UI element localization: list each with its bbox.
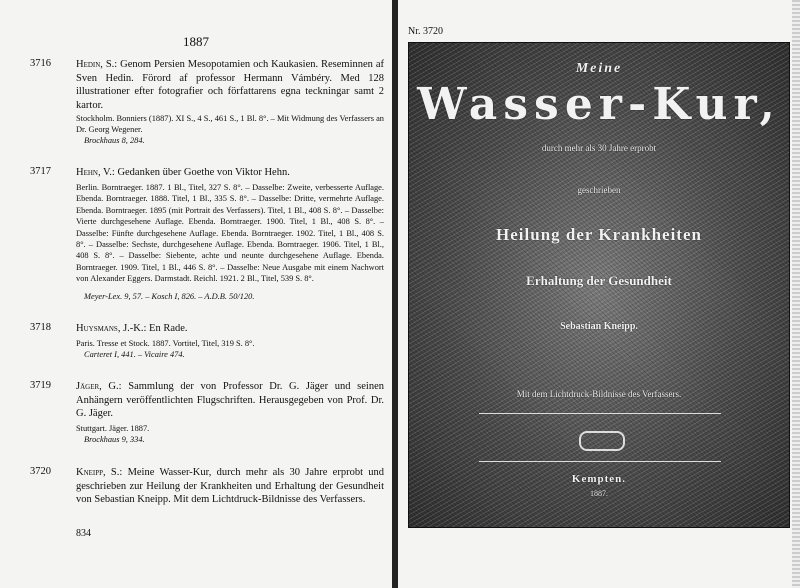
page-edge	[792, 0, 800, 588]
entry-reference: Brockhaus 9, 334.	[84, 435, 145, 444]
entry-author: Kneipp, S.:	[76, 467, 123, 478]
entry-reference: Meyer-Lex. 9, 57. – Kosch I, 826. – A.D.B. 50/120.	[84, 292, 255, 301]
cover-heilung: Heilung der Krankheiten	[496, 225, 702, 244]
entry-reference: Carteret I, 441. – Vicaire 474.	[84, 350, 185, 359]
cover-geschrieben: geschrieben	[577, 185, 621, 195]
cover-title: Wasser-Kur,	[417, 79, 781, 130]
entry-heading	[76, 166, 384, 180]
cover-subtitle: durch mehr als 30 Jahre erprobt	[541, 143, 657, 153]
entry-title: Genom Persien Mesopotamien och Kaukasien. Reseminnen af Sven Hedin. Förord af professor Hermann Vámbéry. Med 128 illustrationer efter fotografier och författarens egna teckningar samt 2 kartor.	[76, 59, 384, 111]
right-page	[398, 0, 800, 588]
entry-publication: Paris. Tresse et Stock. 1887. Vortitel, Titel, 319 S. 8°.	[76, 339, 255, 348]
entry-number: 3716	[30, 58, 51, 69]
entry-heading	[76, 380, 384, 421]
cover-erhaltung: Erhaltung der Gesundheit	[526, 273, 672, 288]
cover-rule	[479, 461, 721, 462]
entry-number: 3718	[30, 322, 51, 333]
entry-number: 3719	[30, 380, 51, 391]
entry-publication: Stockholm. Bonniers (1887). XI S., 4 S., 461 S., 1 Bl. 8°. – Mit Widmung des Verfassers an Dr. Georg Wegener.	[76, 114, 384, 135]
entry-title: Gedanken über Goethe von Viktor Hehn.	[117, 167, 290, 178]
left-page	[0, 0, 392, 588]
cover-rule	[479, 413, 721, 414]
entry-publication: Berlin. Borntraeger. 1887. 1 Bl., Titel, 327 S. 8°. – Dasselbe: Zweite, verbesserte Auflage. Ebenda. Borntraeger. 1888. Titel, 1 Bl., 335 S. 8°. – Dasselbe: Dritte, vermehrte Auflage. Ebenda. Borntraeger. 1895 (mit Portrait des Verfassers). Titel, 1 Bl., 408 S. 8°. – Dasselbe: Vierte durchgesehene Auflage. Ebenda. Borntraeger. 1900. Titel, 1 Bl., 408 S. 8°. – Dasselbe: Fünfte durchgesehene Auflage. Ebenda. Borntraeger. 1902. Titel, 1 Bl., 408 S. 8°. – Dasselbe: Sechste, durchgesehene Auflage. Ebenda. Borntraeger. 1906. Titel, 1 Bl., 408 S. 8°. – Dasselbe: Siebente, achte und neunte durchgesehene Auflage. Ebenda. Borntraeger. 1909. Titel, 1 Bl., 446 S. 8°. – Dasselbe: Neue Ausgabe mit einem Nachwort von Alexander Eggers. Darmstadt. Reichl. 1921. 2 Bl., Titel, 539 S. 8°.	[76, 183, 384, 284]
cover-author: Sebastian Kneipp.	[560, 321, 638, 332]
entry-title: En Rade.	[149, 323, 188, 334]
entry-number: 3720	[30, 466, 51, 477]
entry-heading	[76, 466, 384, 507]
entry-author: Hehn, V.:	[76, 167, 115, 178]
cover-meine: Meine	[575, 61, 623, 76]
entry-number: 3717	[30, 166, 51, 177]
entry-title: Sammlung der von Professor Dr. G. Jäger und seinen Anhängern veröffentlichten Flugschriften. Herausgegeben von Prof. Dr. G. Jäger.	[76, 381, 384, 419]
entry-author: Hedin, S.:	[76, 59, 118, 70]
plate-number: Nr. 3720	[408, 26, 443, 37]
entry-reference: Brockhaus 8, 284.	[84, 136, 145, 145]
cover-bildnis: Mit dem Lichtdruck-Bildnisse des Verfassers.	[516, 389, 682, 399]
entry-author: Jäger, G.:	[76, 381, 122, 392]
entry-author: Huysmans, J.-K.:	[76, 323, 147, 334]
page-year-header: 1887	[183, 34, 209, 49]
cover-ornament-icon	[579, 431, 625, 451]
cover-place: Kempten.	[571, 473, 627, 485]
cover-year: 1887.	[590, 489, 608, 498]
entry-publication: Stuttgart. Jäger. 1887.	[76, 424, 150, 433]
page-folio: 834	[76, 528, 91, 539]
title-page-plate	[408, 42, 790, 528]
entry-heading	[76, 322, 384, 336]
entry-heading	[76, 58, 384, 112]
entry-title: Meine Wasser-Kur, durch mehr als 30 Jahre erprobt und geschrieben zur Heilung der Krankheiten und Erhaltung der Gesundheit von Sebastian Kneipp. Mit dem Lichtdruck-Bildnisse des Verfassers.	[76, 467, 384, 505]
